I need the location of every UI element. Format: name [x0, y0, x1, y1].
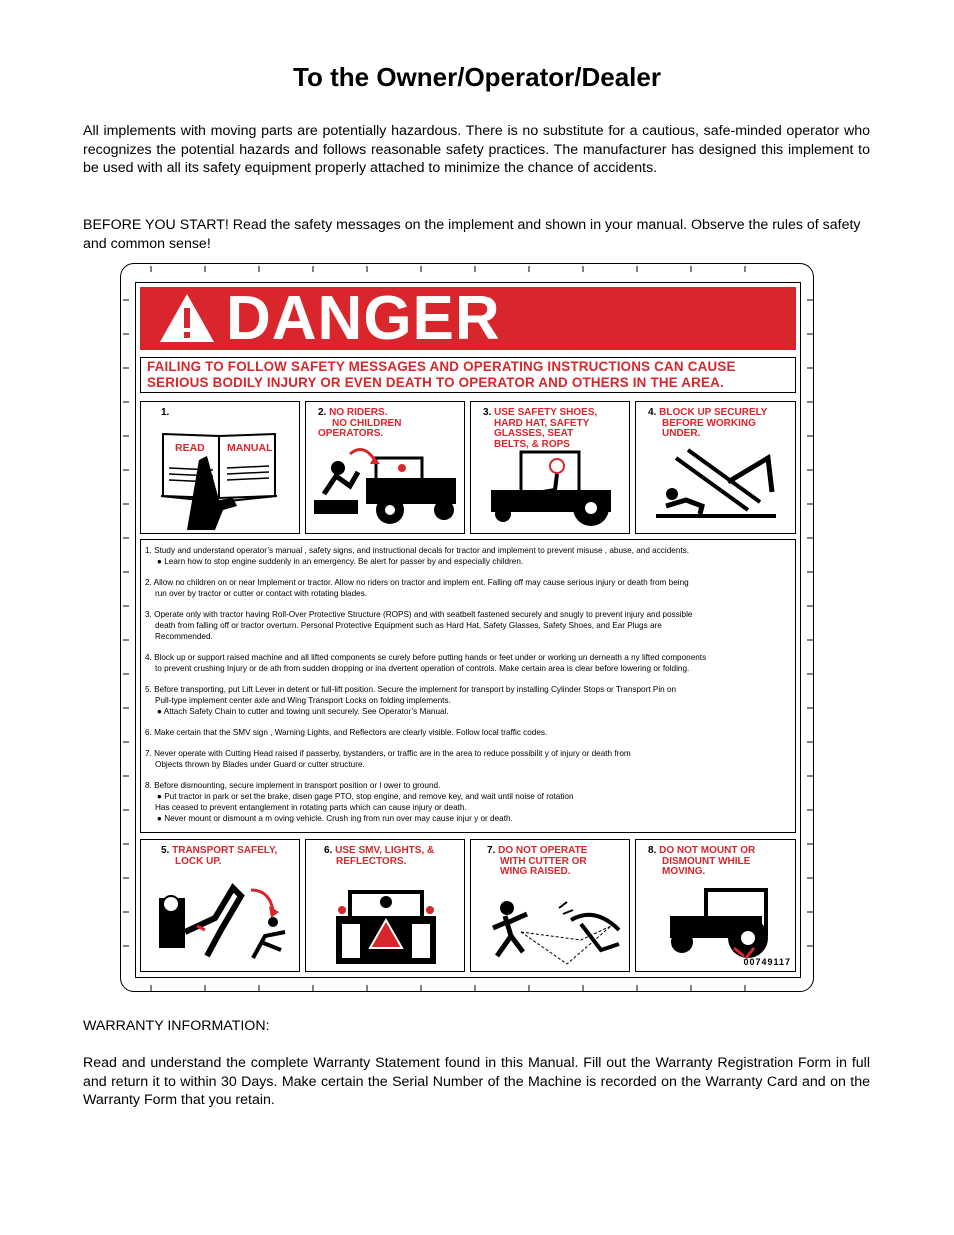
- panel-text-line: MOVING.: [662, 866, 706, 877]
- rule-5: [145, 684, 791, 717]
- pictogram-transport-safely: [140, 839, 300, 972]
- pictogram-block-up: [635, 401, 796, 534]
- panel-text-line: DO NOT OPERATE: [498, 845, 588, 856]
- decal-part-number: 00749117: [743, 957, 791, 967]
- panel-text-line: NO RIDERS.: [329, 407, 388, 418]
- pictogram-safety-equipment: [470, 401, 630, 534]
- danger-banner: [140, 284, 796, 353]
- page-title: To the Owner/Operator/Dealer: [293, 62, 661, 92]
- rule-line: 4. Block up or support raised machine and all lifted components se curely before putting hands or feet under or working un derneath a ny lifted components: [145, 653, 707, 662]
- rule-line: Objects thrown by Blades under Guard or cutter structure.: [155, 760, 365, 769]
- pictogram-no-riders: [305, 401, 465, 534]
- rule-line: 3. Operate only with tractor having Roll-Over Protective Structure (ROPS) and with seatbelt fastened securely and snugly to prevent injury and possible: [145, 610, 693, 619]
- rule-line: ● Learn how to stop engine suddenly in an emergency. Be alert for passer by and especially children.: [157, 557, 524, 566]
- transport-lockup-icon: [141, 840, 301, 973]
- pictogram-do-not-operate-raised: [470, 839, 630, 972]
- warning-triangle-icon: [158, 292, 216, 344]
- panel-text-line: DO NOT MOUNT OR: [659, 845, 756, 856]
- rule-6: [145, 727, 791, 738]
- panel-text-line: NO CHILDREN OPERATORS.: [318, 417, 402, 439]
- panel-number: 7.: [487, 845, 496, 856]
- rule-line: 7. Never operate with Cutting Head raised if passerby, bystanders, or traffic are in the area to reduce possibilit y of injury or death from: [145, 749, 631, 758]
- rule-4: [145, 652, 791, 674]
- rule-7: [145, 748, 791, 770]
- rule-line: 6. Make certain that the SMV sign , Warning Lights, and Reflectors are clearly visible. Follow local traffic codes.: [145, 728, 548, 737]
- panel-text-line: WITH CUTTER OR: [500, 855, 587, 867]
- no-riders-tractor-icon: [306, 402, 466, 535]
- rule-line: ● Put tractor in park or set the brake, disen gage PTO, stop engine, and remove key, and wait until noise of rotation: [157, 792, 574, 801]
- panel-text-line: USE SAFETY SHOES,: [494, 407, 598, 418]
- panel-text-line: TRANSPORT SAFELY,: [172, 845, 278, 856]
- danger-warning-text: [140, 357, 796, 393]
- panel-text-line: WING RAISED.: [500, 866, 571, 877]
- panel-text-line: HARD HAT, SAFETY: [494, 417, 590, 429]
- tractor-rear-smv-icon: [306, 840, 466, 973]
- warning-line-2: SERIOUS BODILY INJURY OR EVEN DEATH TO OPERATOR AND OTHERS IN THE AREA.: [147, 375, 724, 390]
- rule-8: [145, 780, 791, 824]
- thrown-objects-person-icon: [471, 840, 631, 973]
- panel-text-line: REFLECTORS.: [336, 855, 407, 867]
- book-read-label: READ: [175, 442, 205, 454]
- rule-1: [145, 545, 791, 567]
- panel-number: 5.: [161, 845, 170, 856]
- panel-number: 2.: [318, 407, 327, 418]
- panel-number: 8.: [648, 845, 657, 856]
- panel-number: 6.: [324, 845, 333, 856]
- tractor-runover-icon: [636, 840, 797, 973]
- rule-line: 8. Before dismounting, secure implement in transport position or l ower to ground.: [145, 781, 441, 790]
- danger-safety-decal: [120, 263, 814, 992]
- rule-line: Has ceased to prevent entanglement in rotating parts which can cause injury or death.: [155, 803, 467, 812]
- rule-2: [145, 577, 791, 599]
- panel-number: 1.: [161, 407, 170, 418]
- panel-text-line: BLOCK UP SECURELY: [659, 407, 768, 418]
- panel-text-line: BEFORE WORKING: [662, 417, 756, 429]
- safety-rules-list: [140, 539, 796, 833]
- rule-line: death from falling off or tractor overturn. Personal Protective Equipment such as Hard Hat, Safety Glasses, Safety Shoes, and Ear Plugs are: [155, 621, 662, 630]
- before-you-start-paragraph: BEFORE YOU START! Read the safety messages on the implement and shown in your manual. Observe the rules of safety and common sense!: [83, 217, 861, 252]
- panel-text-line: BELTS, & ROPS: [494, 438, 570, 450]
- warranty-paragraph: Read and understand the complete Warranty Statement found in this Manual. Fill out the Warranty Registration Form in full and return it to within 30 Days. Make certain the Serial Number of the Machine is recorded on the Warranty Card and on the Warranty Form that you retain.: [83, 1055, 870, 1109]
- warning-line-1: FAILING TO FOLLOW SAFETY MESSAGES AND OPERATING INSTRUCTIONS CAN CAUSE: [147, 359, 736, 374]
- pictogram-read-manual: [140, 401, 300, 534]
- crushed-person-under-implement-icon: [636, 402, 797, 535]
- panel-number: 3.: [483, 407, 492, 418]
- panel-text-line: GLASSES, SEAT: [494, 428, 574, 439]
- rule-line: ● Attach Safety Chain to cutter and towing unit securely. See Operator’s Manual.: [157, 707, 449, 716]
- panel-text-line: LOCK UP.: [175, 855, 222, 867]
- pictogram-do-not-mount-moving: [635, 839, 796, 972]
- rule-line: 1. Study and understand operator’s manual , safety signs, and instructional decals for tractor and implement to prevent misuse , abuse, and accidents.: [145, 546, 690, 555]
- rule-line: Recommended.: [155, 632, 213, 641]
- intro-paragraph: All implements with moving parts are potentially hazardous. There is no substitute for a cautious, safe-minded operator who recognizes the potential hazards and follows reasonable safety practices. The manufacturer has designed this implement to be used with all its safety equipment properly attached to minimize the chance of accidents.: [83, 123, 870, 177]
- panel-text-line: USE SMV, LIGHTS, &: [335, 845, 435, 856]
- panel-number: 4.: [648, 407, 657, 418]
- open-book-hand-icon: [141, 402, 301, 535]
- rule-3: [145, 609, 791, 642]
- warranty-heading: WARRANTY INFORMATION:: [83, 1018, 270, 1034]
- operator-with-rops-icon: [471, 402, 631, 535]
- rule-line: ● Never mount or dismount a m oving vehicle. Crush ing from run over may cause injur y or death.: [157, 814, 513, 823]
- rule-line: run over by tractor or cutter or contact with rotating blades.: [155, 589, 368, 598]
- decal-inner-frame: [135, 282, 801, 978]
- rule-line: Pull-type implement center axle and Wing Transport Locks on folding implements.: [155, 696, 451, 705]
- danger-signal-word: DANGER: [226, 284, 501, 353]
- panel-text-line: UNDER.: [662, 428, 701, 439]
- rule-line: 5. Before transporting, put Lift Lever in detent or full-lift position. Secure the implement for transport by installing Cylinder Stops or Transport Pin on: [145, 685, 677, 694]
- rule-line: 2. Allow no children on or near Implement or tractor. Allow no riders on tractor and implem ent. Falling off may cause serious injury or death from being: [145, 578, 689, 587]
- pictogram-smv-lights: [305, 839, 465, 972]
- panel-text-line: DISMOUNT WHILE: [662, 855, 751, 867]
- book-manual-label: MANUAL: [227, 442, 273, 454]
- rule-line: to prevent crushing Injury or de ath from sudden dropping or ina dvertent operation of controls. Make certain area is clear before lowering or folding.: [155, 664, 690, 673]
